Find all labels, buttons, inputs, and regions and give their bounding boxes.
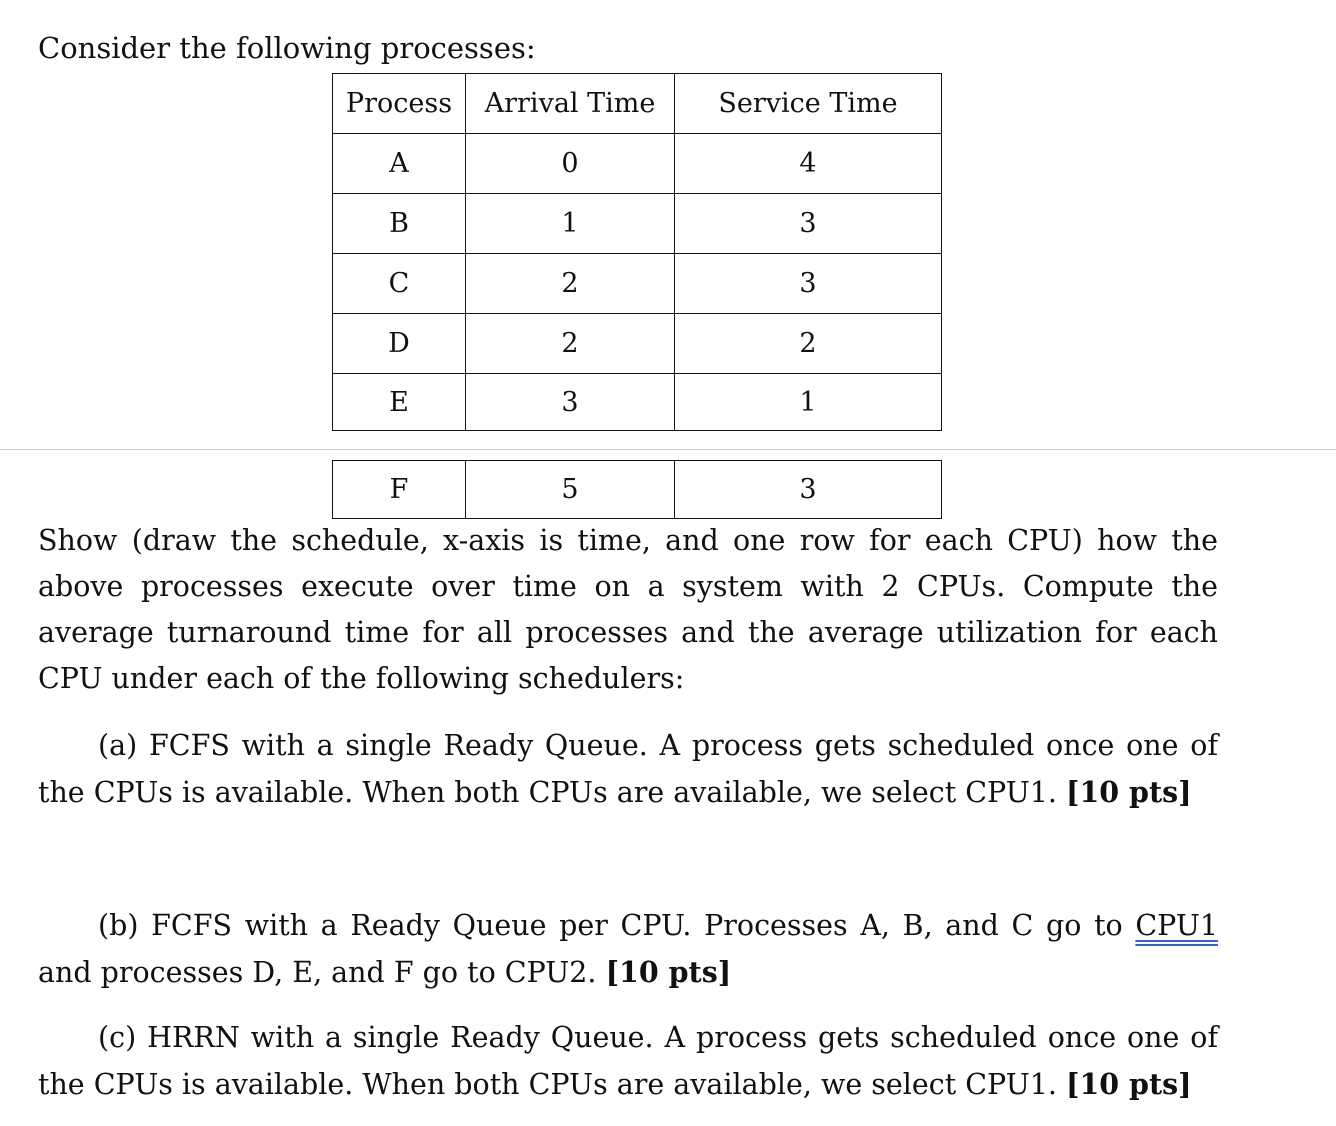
cell-arrival: 2	[466, 314, 675, 374]
cell-arrival: 0	[466, 134, 675, 194]
cpu1-underlined: CPU1	[1135, 909, 1218, 942]
cell-arrival: 1	[466, 194, 675, 254]
cell-service: 2	[675, 314, 942, 374]
table-row	[333, 254, 942, 314]
cell-process: F	[333, 461, 466, 519]
cell-arrival: 2	[466, 254, 675, 314]
intro-text: Consider the following processes:	[38, 31, 536, 65]
question-a-text: (a) FCFS with a single Ready Queue. A process gets scheduled once one of the CPUs is available. When both CPUs are available, we select CPU1.	[38, 729, 1218, 809]
header-arrival-time: Arrival Time	[466, 74, 675, 134]
cell-process: B	[333, 194, 466, 254]
cell-process: D	[333, 314, 466, 374]
cell-service: 3	[675, 254, 942, 314]
cell-service: 3	[675, 194, 942, 254]
question-b-text-before: (b) FCFS with a Ready Queue per CPU. Processes A, B, and C go to	[98, 909, 1136, 942]
table-row	[333, 194, 942, 254]
cell-process: E	[333, 374, 466, 431]
table-row	[333, 461, 942, 519]
page-break-divider	[0, 449, 1336, 450]
cell-service: 1	[675, 374, 942, 431]
question-c	[38, 1015, 1218, 1108]
question-c-points: [10 pts]	[1065, 1067, 1192, 1101]
cell-process: A	[333, 134, 466, 194]
table-row	[333, 374, 942, 431]
cell-arrival: 5	[466, 461, 675, 519]
cell-arrival: 3	[466, 374, 675, 431]
table-header-row	[333, 74, 942, 134]
cell-process: C	[333, 254, 466, 314]
process-table	[332, 73, 942, 431]
header-process: Process	[333, 74, 466, 134]
cell-service: 3	[675, 461, 942, 519]
question-b	[38, 903, 1218, 996]
question-b-text-after: and processes D, E, and F go to CPU2.	[38, 956, 597, 989]
table-row	[333, 134, 942, 194]
question-a-points: [10 pts]	[1065, 775, 1192, 809]
question-a	[38, 723, 1218, 816]
question-b-points: [10 pts]	[605, 955, 732, 989]
table-row	[333, 314, 942, 374]
process-table-continued	[332, 460, 942, 519]
question-c-text: (c) HRRN with a single Ready Queue. A process gets scheduled once one of the CPUs is available. When both CPUs are available, we select CPU1.	[38, 1021, 1218, 1101]
header-service-time: Service Time	[675, 74, 942, 134]
cell-service: 4	[675, 134, 942, 194]
instructions-paragraph: Show (draw the schedule, x-axis is time, and one row for each CPU) how the above processes execute over time on a system with 2 CPUs. Compute the average turnaround time for all processes and the average utilization for each CPU under each of the following schedulers:	[38, 524, 1218, 695]
